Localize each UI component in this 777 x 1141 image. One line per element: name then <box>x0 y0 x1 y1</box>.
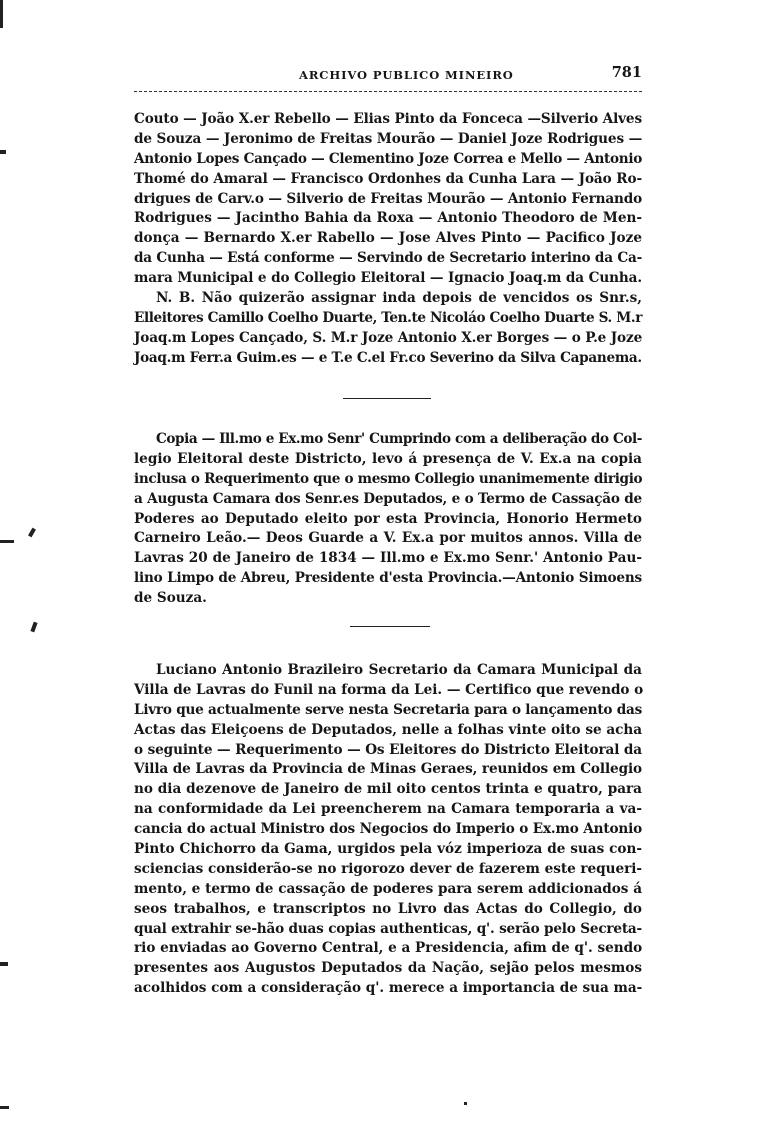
text-line: acolhidos com a consideração q'. merece a importancia de sua ma- <box>134 980 643 997</box>
text-line: Couto — João X.er Rebello — Elias Pinto da Fonceca —Silverio Alves <box>134 111 642 127</box>
section-separator <box>343 398 431 399</box>
text-line: na conformidade da Lei preencherem na Camara temporaria a va- <box>134 801 642 818</box>
text-line: Elleitores Camillo Coelho Duarte, Ten.te Nicoláo Coelho Duarte S. M.r <box>134 309 642 326</box>
text-line: N. B. Não quizerão assignar inda depois de vencidos os Snr.s, <box>156 290 642 307</box>
text-line: sciencias considerão-se no rigorozo dever de fazerem este requeri- <box>134 860 642 877</box>
text-line: Rodrigues — Jacintho Bahia da Roxa — Antonio Theodoro de Men- <box>134 210 642 227</box>
scan-mark <box>28 528 36 538</box>
text-line: no dia dezenove de Janeiro de mil oito centos trinta e quatro, para <box>134 781 642 798</box>
running-header <box>134 64 642 86</box>
text-line: legio Eleitoral deste Districto, levo á presença de V. Ex.a na copia <box>134 450 642 467</box>
text-line: Luciano Antonio Brazileiro Secretario da Camara Municipal da <box>156 662 642 678</box>
text-line: mara Municipal e do Collegio Eleitoral — Ignacio Joaq.m da Cunha. <box>134 270 642 287</box>
text-line: Joaq.m Ferr.a Guim.es — e T.e C.el Fr.co Severino da Silva Capanema. <box>134 349 642 366</box>
text-line: da Cunha — Está conforme — Servindo de Secretario interino da Ca- <box>134 250 642 267</box>
text-line: a Augusta Camara dos Senr.es Deputados, e o Termo de Cassação de <box>134 490 642 507</box>
text-line: cancia do actual Ministro dos Negocios do Imperio o Ex.mo Antonio <box>134 821 642 838</box>
text-line: presentes aos Augustos Deputados da Nação, sejão pelos mesmos <box>134 960 642 977</box>
text-line: Livro que actualmente serve nesta Secretaria para o lançamento das <box>134 701 642 718</box>
text-line: Antonio Lopes Cançado — Clementino Joze Correa e Mello — Antonio <box>134 150 642 167</box>
page-number: 781 <box>611 64 642 81</box>
text-line: Lavras 20 de Janeiro de 1834 — Ill.mo e Ex.mo Senr.' Antonio Pau- <box>134 550 642 567</box>
text-line: Carneiro Leão.— Deos Guarde a V. Ex.a por muitos annos. Villa de <box>134 530 642 547</box>
text-line: Joaq.m Lopes Cançado, S. M.r Joze Antonio X.er Borges — o P.e Joze <box>134 329 643 346</box>
scan-mark <box>0 962 8 966</box>
scan-mark <box>30 622 37 633</box>
header-rule <box>134 91 642 92</box>
scan-mark <box>464 1102 467 1105</box>
scan-mark <box>0 150 6 154</box>
paragraph-signatures <box>134 110 642 369</box>
text-line: qual extrahir se-hão duas copias authenticas, q'. serão pelo Secreta- <box>134 920 642 937</box>
section-separator <box>350 626 430 627</box>
text-line: Thomé do Amaral — Francisco Ordonhes da Cunha Lara — João Ro- <box>134 170 642 187</box>
text-line: Actas das Eleiçoens de Deputados, nelle a folhas vinte oito se acha <box>134 721 643 738</box>
text-line: inclusa o Requerimento que o mesmo Collegio unanimemente dirigio <box>134 470 643 487</box>
scan-mark <box>0 0 3 28</box>
text-line: mento, e termo de cassação de poderes para serem addicionados á <box>134 880 642 897</box>
text-line: drigues de Carv.o — Silverio de Freitas Mourão — Antonio Fernando <box>134 190 642 207</box>
text-line: Copia — Ill.mo e Ex.mo Senr' Cumprindo com a deliberação do Col- <box>156 431 642 447</box>
text-line: de Souza. <box>134 590 207 607</box>
text-line: o seguinte — Requerimento — Os Eleitores do Districto Eleitoral da <box>134 741 642 758</box>
text-line: Poderes ao Deputado eleito por esta Provincia, Honorio Hermeto <box>134 510 642 527</box>
paragraph-certidao <box>134 661 642 999</box>
running-title: ARCHIVO PUBLICO MINEIRO <box>299 68 514 82</box>
text-line: lino Limpo de Abreu, Presidente d'esta Provincia.—Antonio Simoens <box>134 570 642 587</box>
text-line: Villa de Lavras da Provincia de Minas Geraes, reunidos em Collegio <box>134 761 642 778</box>
text-line: Villa de Lavras do Funil na forma da Lei. — Certifico que revendo o <box>134 681 644 698</box>
paragraph-copia <box>134 430 642 609</box>
scan-mark <box>0 540 14 543</box>
scan-mark <box>0 1106 9 1109</box>
text-line: seos trabalhos, e transcriptos no Livro das Actas do Collegio, do <box>134 900 642 917</box>
text-line: de Souza — Jeronimo de Freitas Mourão — Daniel Joze Rodrigues — <box>134 130 643 147</box>
text-line: donça — Bernardo X.er Rabello — Jose Alves Pinto — Pacifico Joze <box>134 230 642 247</box>
text-line: rio enviadas ao Governo Central, e a Presidencia, afim de q'. sendo <box>134 940 643 957</box>
text-line: Pinto Chichorro da Gama, urgidos pela vóz imperioza de suas con- <box>134 841 642 858</box>
